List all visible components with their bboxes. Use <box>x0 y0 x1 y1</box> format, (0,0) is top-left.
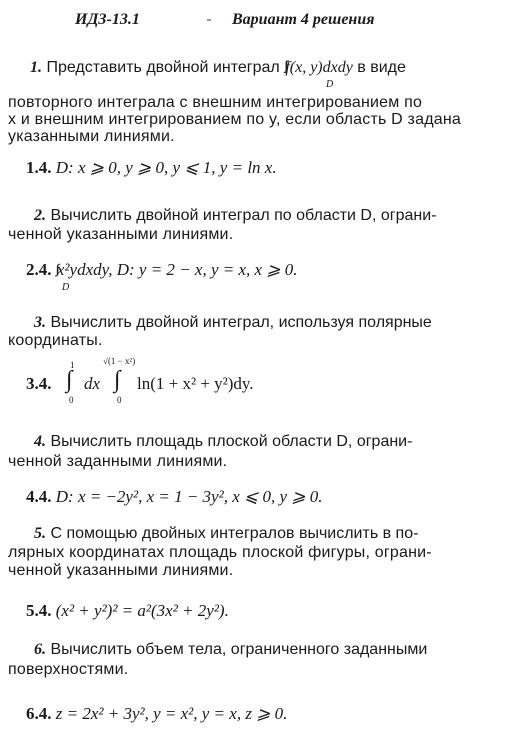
assignment-code: ИДЗ-13.1 <box>75 11 140 28</box>
task2-domain-sub: D <box>62 282 70 293</box>
task1-line3: x и внешним интегрированием по y, если область D задана <box>8 111 461 128</box>
task2-integrand: x²ydxdy, D: y = 2 − x, y = x, x ⩾ 0. <box>56 260 298 279</box>
task2-line1-text: Вычислить двойной интеграл по области D, ограни- <box>50 207 437 224</box>
variant-title: Вариант 4 решения <box>232 11 375 28</box>
task1-line4: указанными линиями. <box>8 128 175 145</box>
task1-line1 <box>30 58 406 77</box>
task6-line1 <box>34 640 427 659</box>
task5-line3: ченной указанными линиями. <box>8 562 234 579</box>
task1-text-b: в виде <box>357 59 406 76</box>
task3-line1-text: Вычислить двойной интеграл, используя полярные <box>50 314 432 331</box>
task2-line1 <box>34 206 437 225</box>
task3-item-number: 3.4. <box>26 374 52 393</box>
task4-line1-text: Вычислить площадь плоской области D, ограни- <box>50 433 413 450</box>
task4-item-number: 4.4. <box>26 487 52 506</box>
task3-line1 <box>34 313 432 332</box>
task5-line1-text: С помощью двойных интегралов вычислить в по- <box>50 525 419 542</box>
task5-item-text: (x² + y²)² = a²(3x² + 2y²). <box>55 601 229 620</box>
task3-integrand: ln(1 + x² + y²)dy. <box>137 374 254 393</box>
task5-item-number: 5.4. <box>26 601 52 620</box>
double-integral-icon: ∫∫ <box>55 261 57 276</box>
task6-number: 6. <box>34 641 46 658</box>
task3-inner-upper: √(1 − x²) <box>103 356 136 366</box>
task1-integrand: f(x, y)dxdy <box>285 59 353 76</box>
task1-item-text: D: x ⩾ 0, y ⩾ 0, y ⩽ 1, y = ln x. <box>55 158 277 177</box>
task6-line2: поверхностями. <box>8 661 129 678</box>
task3-inner-lower: 0 <box>117 395 122 405</box>
double-integral-icon: ∫∫ <box>284 58 286 73</box>
task5-number: 5. <box>34 525 46 542</box>
task3-line2: координаты. <box>8 332 103 349</box>
task1-item-number: 1.4. <box>26 158 52 177</box>
task4-line1 <box>34 432 412 451</box>
task5-item <box>26 601 229 621</box>
task4-item-text: D: x = −2y², x = 1 − 3y², x ⩽ 0, y ⩾ 0. <box>55 487 323 506</box>
task5-line2: лярных координатах площадь плоской фигуры, ограни- <box>8 544 432 561</box>
task6-item <box>26 704 287 724</box>
task2-item-number: 2.4. <box>26 260 52 279</box>
task1-domain-sub: D <box>326 79 334 90</box>
task6-item-number: 6.4. <box>26 704 52 723</box>
task1-text-a: Представить двойной интеграл <box>46 59 280 76</box>
task3-outer-upper: 1 <box>70 360 75 370</box>
task6-line1-text: Вычислить объем тела, ограниченного заданными <box>50 641 428 658</box>
task6-item-text: z = 2x² + 3y², y = x², y = x, z ⩾ 0. <box>55 704 288 723</box>
task3-outer-lower: 0 <box>69 395 74 405</box>
task3-number: 3. <box>34 314 46 331</box>
task1-line2: повторного интеграла с внешним интегрированием по <box>8 94 423 111</box>
task4-line2: ченной заданными линиями. <box>8 453 228 470</box>
task4-item <box>26 487 323 507</box>
task3-outer-dx: dx <box>84 374 101 393</box>
task4-number: 4. <box>34 433 46 450</box>
task1-number: 1. <box>30 59 42 76</box>
task1-item <box>26 158 277 178</box>
task2-number: 2. <box>34 207 46 224</box>
scan-mark <box>207 19 211 21</box>
outer-integral-icon: ∫ <box>66 367 73 393</box>
task2-line2: ченной указанными линиями. <box>8 226 234 243</box>
inner-integral-icon: ∫ <box>114 367 121 393</box>
task2-item <box>26 260 298 280</box>
task5-line1 <box>34 524 418 543</box>
